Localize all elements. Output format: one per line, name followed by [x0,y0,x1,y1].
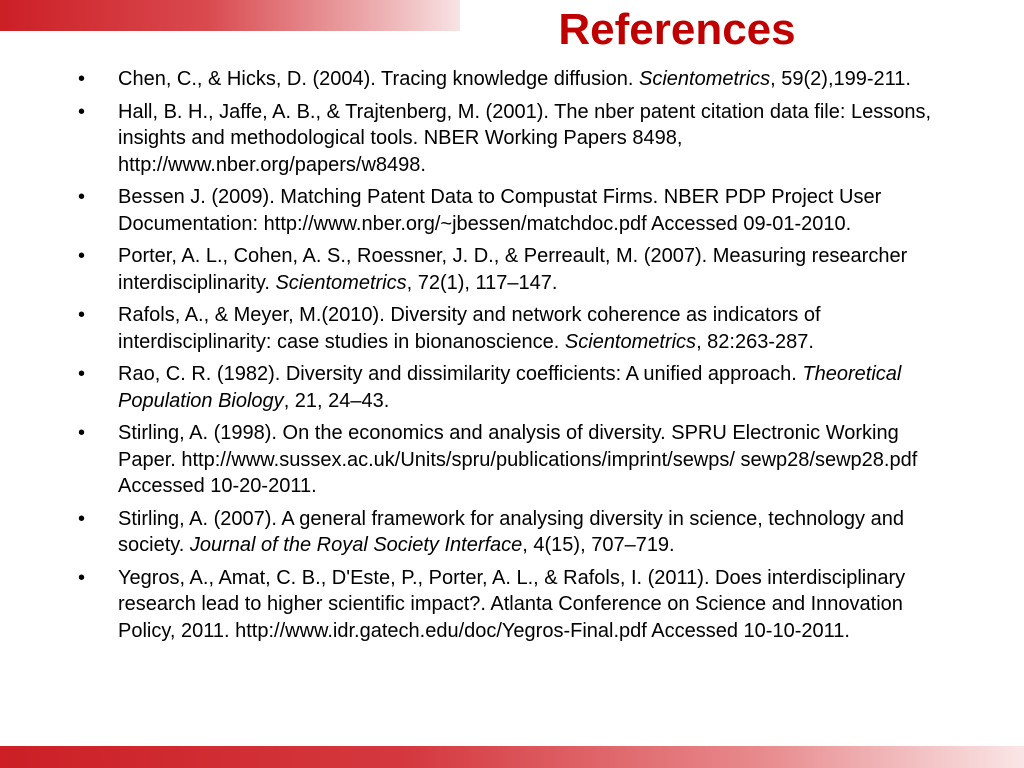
reference-list [78,66,958,650]
reference-text [118,304,821,353]
bullet-icon: • [78,304,86,326]
reference-segment: Stirling, A. (2007). A general framework for analysing diversity in science, technology and society. [118,507,904,556]
bullet-icon: • [78,68,86,90]
reference-segment: , 72(1), 117–147. [406,271,558,294]
reference-item [78,243,958,296]
top-accent-bar [0,0,460,31]
reference-item [78,565,958,645]
reference-text [118,245,907,294]
reference-text [118,68,911,90]
reference-segment: , 82:263-287. [696,330,814,353]
bullet-icon: • [78,245,86,267]
reference-segment: Porter, A. L., Cohen, A. S., Roessner, J. D., & Perreault, M. (2007). Measuring researcher interdisciplinarity. [118,245,908,294]
reference-segment: Stirling, A. (1998). On the economics and analysis of diversity. SPRU Electronic Working Paper. http://www.sussex.ac.uk/Units/spru/publications/imprint/sewps/ sewp28/sewp28.pdf Accessed 10-20-2011. [118,422,918,497]
reference-item [78,361,958,414]
bullet-icon: • [78,186,86,208]
reference-item [78,99,958,179]
reference-item [78,66,958,93]
bullet-icon: • [78,363,86,385]
reference-item [78,184,958,237]
reference-text [118,508,904,557]
reference-text [118,567,905,642]
reference-item [78,302,958,355]
bullet-icon: • [78,100,86,123]
slide-title: References [558,5,796,54]
reference-segment: Hall, B. H., Jaffe, A. B., & Trajtenberg, M. (2001). The nber patent citation data file: Lessons, insights and methodological tools. NBER Working Papers 8498, http://www.nber.org/papers/w8498. [118,100,932,176]
reference-text [118,422,917,497]
journal-name: Scientometrics [275,271,407,294]
reference-segment: , 59(2),199-211. [770,68,911,90]
reference-segment: Bessen J. (2009). Matching Patent Data to Compustat Firms. NBER PDP Project User Documentation: http://www.nber.org/~jbessen/matchdoc.pdf Accessed 09-01-2010. [118,186,882,235]
journal-name: Journal of the Royal Society Interface [189,534,523,556]
bullet-icon: • [78,507,86,530]
reference-segment: , 21, 24–43. [283,389,390,412]
journal-name: Scientometrics [564,330,697,353]
reference-text [118,186,881,235]
reference-segment: , 4(15), 707–719. [522,534,675,556]
reference-segment: Chen, C., & Hicks, D. (2004). Tracing knowledge diffusion. [118,68,639,90]
bottom-accent-bar [0,746,1024,768]
bullet-icon: • [78,422,86,444]
reference-item [78,506,958,559]
reference-segment: Rao, C. R. (1982). Diversity and dissimilarity coefficients: A unified approach. [118,363,803,385]
reference-text [118,101,931,176]
reference-segment: Yegros, A., Amat, C. B., D'Este, P., Porter, A. L., & Rafols, I. (2011). Does interdisciplinary research lead to higher scientific impact?. Atlanta Conference on Science and Innovation Policy, 2011. http://www.idr.gatech.edu/doc/Yegros-Final.pdf Accessed 10-10-2011. [118,566,906,642]
journal-name: Scientometrics [639,68,771,90]
reference-item [78,420,958,500]
reference-text [118,363,901,412]
journal-name: Theoretical Population Biology [118,363,902,412]
bullet-icon: • [78,566,86,589]
reference-segment: Rafols, A., & Meyer, M.(2010). Diversity and network coherence as indicators of interdisciplinarity: case studies in bionanoscience. [118,304,821,353]
